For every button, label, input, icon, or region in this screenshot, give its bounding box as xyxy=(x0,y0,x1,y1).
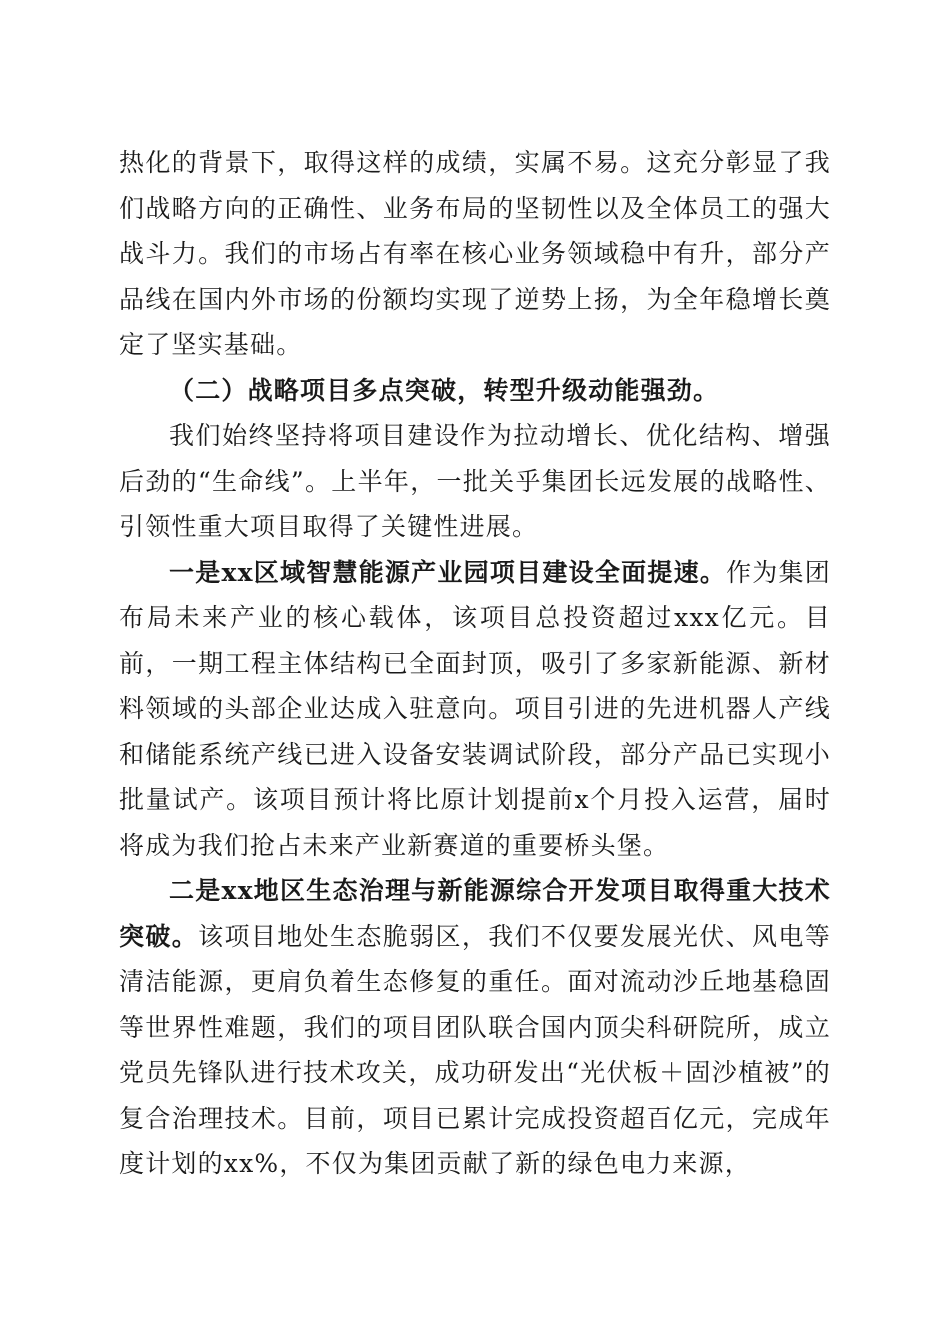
paragraph-lead-one: 一是xx区域智慧能源产业园项目建设全面提速。 xyxy=(169,557,727,587)
paragraph-body-two: 该项目地处生态脆弱区，我们不仅要发展光伏、风电等清洁能源，更肩负着生态修复的重任。面对流动沙丘地基稳固等世界性难题，我们的项目团队联合国内顶尖科研院所，成立党员先锋队进行技术攻关，成功研发出“光伏板＋固沙植被”的复合治理技术。目前，项目已累计完成投资超百亿元，完成年度计划的xx%，不仅为集团贡献了新的绿色电力来源， xyxy=(119,921,831,1178)
paragraph-lead-two: 二是xx地区生态治理与新能源综合开发项目取得重大技术突破。 xyxy=(119,876,831,951)
paragraph-body-one: 作为集团布局未来产业的核心载体，该项目总投资超过xxx亿元。目前，一期工程主体结构已全面封顶，吸引了多家新能源、新材料领域的头部企业达成入驻意向。项目引进的先进机器人产线和储能系统产线已进入设备安装调试阶段，部分产品已实现小批量试产。该项目预计将比原计划提前x个月投入运营，届时将成为我们抢占未来产业新赛道的重要桥头堡。 xyxy=(119,557,831,860)
paragraph-continuation: 热化的背景下，取得这样的成绩，实属不易。这充分彰显了我们战略方向的正确性、业务布局的坚韧性以及全体员工的强大战斗力。我们的市场占有率在核心业务领域稳中有升，部分产品线在国内外市场的份额均实现了逆势上扬，为全年稳增长奠定了坚实基础。 xyxy=(119,148,831,359)
paragraph-project-one xyxy=(119,550,831,869)
document-body xyxy=(119,140,831,1187)
paragraph-intro: 我们始终坚持将项目建设作为拉动增长、优化结构、增强后劲的“生命线”。上半年，一批关乎集团长远发展的战略性、引领性重大项目取得了关键性进展。 xyxy=(119,421,831,541)
paragraph-project-two xyxy=(119,868,831,1187)
section-heading: （二）战略项目多点突破，转型升级动能强劲。 xyxy=(169,375,720,405)
